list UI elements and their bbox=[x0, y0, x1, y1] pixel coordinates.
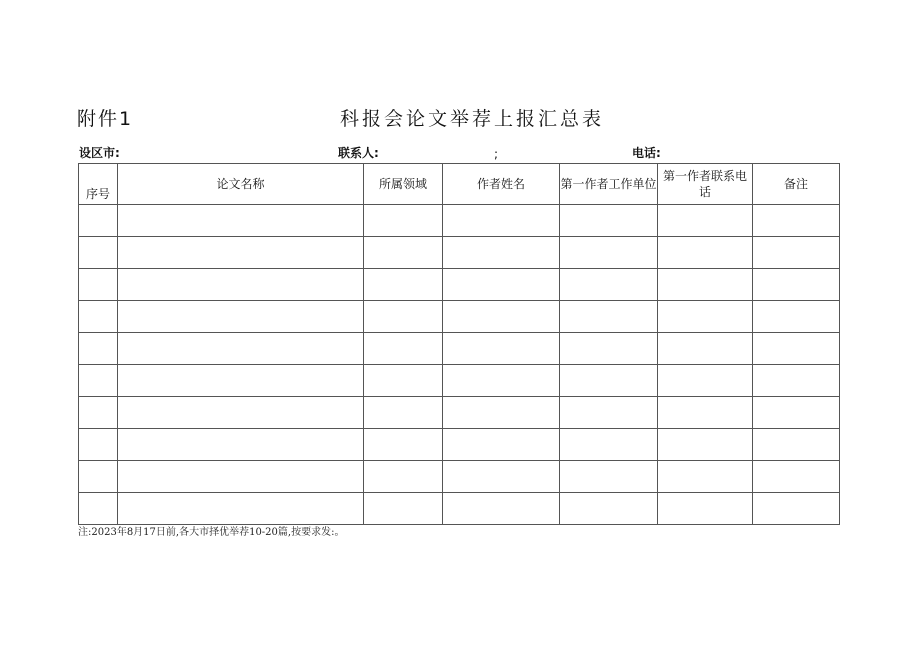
cell-first-author-phone[interactable] bbox=[658, 205, 753, 237]
cell-field[interactable] bbox=[364, 237, 443, 269]
table-row bbox=[79, 205, 840, 237]
cell-paper-title[interactable] bbox=[118, 365, 364, 397]
cell-field[interactable] bbox=[364, 429, 443, 461]
cell-first-author-phone[interactable] bbox=[658, 269, 753, 301]
cell-first-author-unit[interactable] bbox=[560, 205, 658, 237]
cell-paper-title[interactable] bbox=[118, 333, 364, 365]
table-row bbox=[79, 237, 840, 269]
cell-author-name[interactable] bbox=[443, 301, 560, 333]
table-row bbox=[79, 269, 840, 301]
cell-seq[interactable] bbox=[79, 429, 118, 461]
cell-author-name[interactable] bbox=[443, 269, 560, 301]
attachment-label: 附件1 bbox=[77, 108, 134, 130]
cell-first-author-unit[interactable] bbox=[560, 365, 658, 397]
cell-seq[interactable] bbox=[79, 301, 118, 333]
cell-remarks[interactable] bbox=[753, 365, 840, 397]
cell-remarks[interactable] bbox=[753, 269, 840, 301]
cell-first-author-unit[interactable] bbox=[560, 461, 658, 493]
contact-label: 联系人: bbox=[338, 146, 379, 160]
cell-field[interactable] bbox=[364, 333, 443, 365]
table-row bbox=[79, 461, 840, 493]
cell-author-name[interactable] bbox=[443, 237, 560, 269]
cell-first-author-unit[interactable] bbox=[560, 237, 658, 269]
cell-remarks[interactable] bbox=[753, 461, 840, 493]
table-row bbox=[79, 493, 840, 525]
cell-remarks[interactable] bbox=[753, 493, 840, 525]
cell-first-author-unit[interactable] bbox=[560, 301, 658, 333]
summary-table bbox=[78, 163, 840, 525]
cell-remarks[interactable] bbox=[753, 205, 840, 237]
table-row bbox=[79, 333, 840, 365]
cell-first-author-unit[interactable] bbox=[560, 429, 658, 461]
cell-first-author-phone[interactable] bbox=[658, 301, 753, 333]
column-header-field: 所属领域 bbox=[364, 164, 443, 205]
cell-seq[interactable] bbox=[79, 365, 118, 397]
cell-first-author-unit[interactable] bbox=[560, 397, 658, 429]
cell-first-author-phone[interactable] bbox=[658, 493, 753, 525]
cell-remarks[interactable] bbox=[753, 237, 840, 269]
cell-remarks[interactable] bbox=[753, 429, 840, 461]
table-row bbox=[79, 301, 840, 333]
cell-paper-title[interactable] bbox=[118, 205, 364, 237]
column-header-author-name: 作者姓名 bbox=[443, 164, 560, 205]
cell-remarks[interactable] bbox=[753, 397, 840, 429]
cell-field[interactable] bbox=[364, 461, 443, 493]
table-body bbox=[79, 205, 840, 525]
table-row bbox=[79, 365, 840, 397]
column-header-first-author-phone: 第一作者联系电话 bbox=[658, 164, 753, 205]
cell-first-author-phone[interactable] bbox=[658, 397, 753, 429]
table-row bbox=[79, 397, 840, 429]
cell-field[interactable] bbox=[364, 269, 443, 301]
cell-seq[interactable] bbox=[79, 269, 118, 301]
column-header-remarks: 备注 bbox=[753, 164, 840, 205]
phone-label: 电话: bbox=[632, 146, 661, 160]
cell-field[interactable] bbox=[364, 301, 443, 333]
cell-first-author-phone[interactable] bbox=[658, 237, 753, 269]
page-title: 科报会论文举荐上报汇总表 bbox=[340, 108, 605, 130]
column-header-paper-title: 论文名称 bbox=[118, 164, 364, 205]
cell-field[interactable] bbox=[364, 397, 443, 429]
cell-first-author-phone[interactable] bbox=[658, 333, 753, 365]
cell-seq[interactable] bbox=[79, 493, 118, 525]
district-label: 设区市: bbox=[79, 146, 120, 160]
cell-paper-title[interactable] bbox=[118, 269, 364, 301]
column-header-first-author-unit: 第一作者工作单位 bbox=[560, 164, 658, 205]
cell-author-name[interactable] bbox=[443, 397, 560, 429]
cell-paper-title[interactable] bbox=[118, 397, 364, 429]
table-row bbox=[79, 429, 840, 461]
cell-author-name[interactable] bbox=[443, 461, 560, 493]
cell-remarks[interactable] bbox=[753, 333, 840, 365]
cell-first-author-unit[interactable] bbox=[560, 333, 658, 365]
cell-paper-title[interactable] bbox=[118, 237, 364, 269]
cell-first-author-unit[interactable] bbox=[560, 493, 658, 525]
cell-seq[interactable] bbox=[79, 205, 118, 237]
cell-paper-title[interactable] bbox=[118, 461, 364, 493]
cell-paper-title[interactable] bbox=[118, 301, 364, 333]
cell-first-author-phone[interactable] bbox=[658, 365, 753, 397]
cell-remarks[interactable] bbox=[753, 301, 840, 333]
column-header-seq: 序号 bbox=[79, 164, 118, 205]
cell-field[interactable] bbox=[364, 205, 443, 237]
cell-field[interactable] bbox=[364, 493, 443, 525]
cell-seq[interactable] bbox=[79, 333, 118, 365]
cell-paper-title[interactable] bbox=[118, 493, 364, 525]
footnote: 注:2023年8月17日前,各大市择优举荐10-20篇,按要求发:。 bbox=[78, 527, 345, 538]
cell-field[interactable] bbox=[364, 365, 443, 397]
cell-first-author-unit[interactable] bbox=[560, 269, 658, 301]
cell-paper-title[interactable] bbox=[118, 429, 364, 461]
cell-author-name[interactable] bbox=[443, 429, 560, 461]
cell-seq[interactable] bbox=[79, 237, 118, 269]
cell-seq[interactable] bbox=[79, 397, 118, 429]
cell-seq[interactable] bbox=[79, 461, 118, 493]
cell-author-name[interactable] bbox=[443, 205, 560, 237]
cell-author-name[interactable] bbox=[443, 493, 560, 525]
separator-mark: ; bbox=[494, 147, 499, 161]
cell-author-name[interactable] bbox=[443, 333, 560, 365]
header-row bbox=[79, 164, 840, 205]
cell-first-author-phone[interactable] bbox=[658, 429, 753, 461]
cell-first-author-phone[interactable] bbox=[658, 461, 753, 493]
cell-author-name[interactable] bbox=[443, 365, 560, 397]
